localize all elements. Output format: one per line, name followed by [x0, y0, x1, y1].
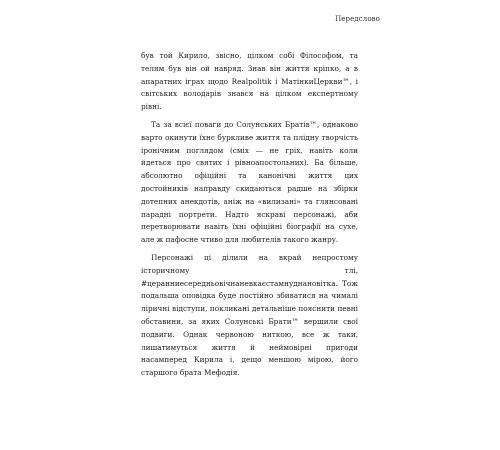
body-text: [141, 50, 358, 380]
paragraph: Персонажі ці ділили на вкрай непростому історичному тлі, #церанниесередньовічнаневкаєстамнуднановітка. Тож подальша оповідка буде постійно збиватися на чималі ліричні відступи, покликані детальніше пояснити певні обставини, за яких Солунські Брати™ вершили свої подвиги. Однак червоною ниткою, все ж таки, лишатимуться життя й неймовірні пригоди насамперед Кирила і, дещо меншою мірою, його старшого брата Мефодія.: [141, 252, 358, 378]
paragraph: був той Кирило, звісно, цілком собі Філософом, та телям був він ой навряд. Знав він життя кріпко, а в апаратних іграх щодо Realpolitik і МатінкиЦеркви™, і світських володарів знався на цілком експертному рівні.: [141, 51, 358, 112]
paragraph: Та за всієї поваги до Солунських Братів™, однаково варто окинути їхнє буркливе життя та плідну творчість іронічним поглядом (сміх — не гріх, навіть коли йдеться про святих і рівноапостольних). Ба більше, абсолютно офіційні та канонічні життя цих достойників направду скидаються радше на збірки дотепних анекдотів, аніж на «вилизані» та глянсовані парадні портрети. Надто яскраві персонажі, аби перетворювати навіть їхні офіційні біографії на сухе, але ж пафосне чтиво для любителів такого жанру.: [141, 119, 358, 245]
running-header: Передслово: [335, 15, 380, 23]
